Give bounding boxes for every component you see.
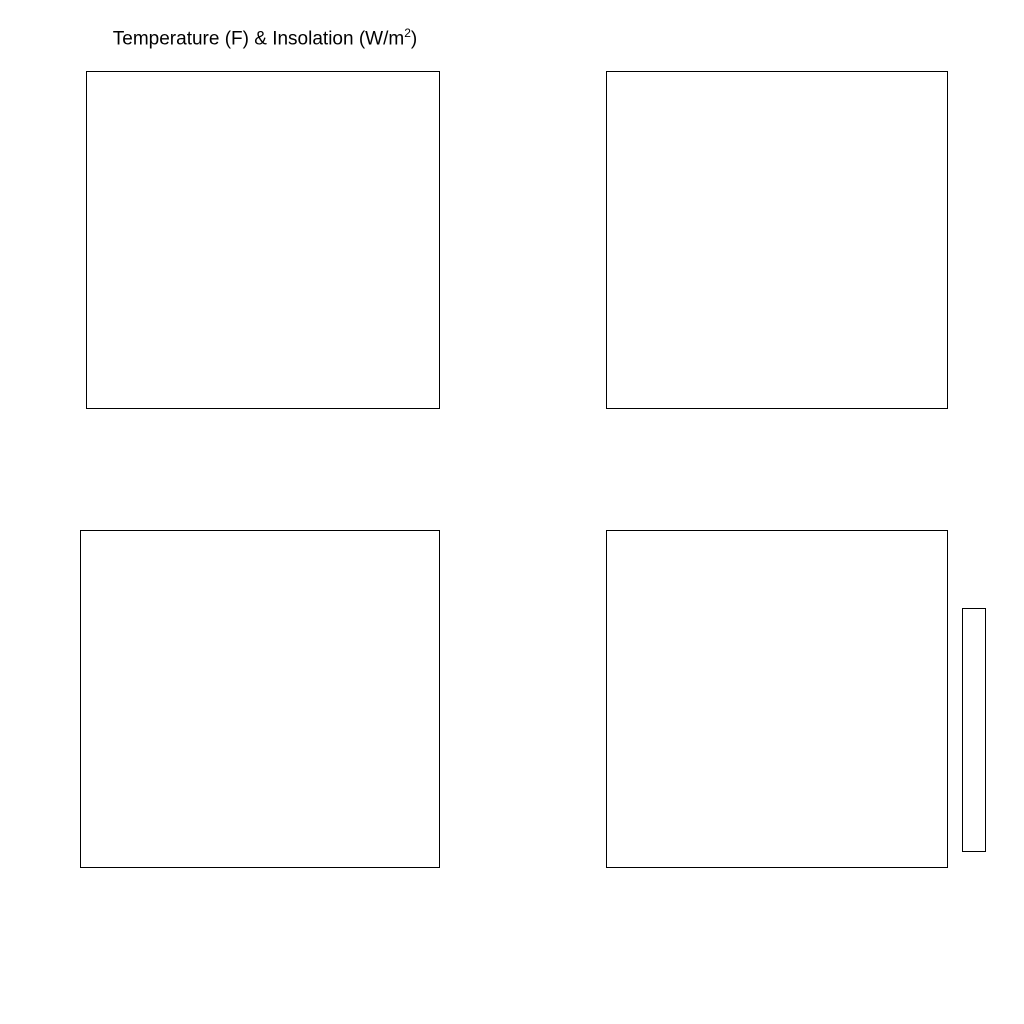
wind-direction-plot-area <box>606 530 948 868</box>
winds-plot-area <box>606 71 948 409</box>
humidity-plot-area <box>80 530 440 868</box>
temperature-title: Temperature (F) & Insolation $(W/m^2)$ <box>112 26 418 50</box>
speed-colorbar <box>962 608 986 852</box>
temperature-plot-area <box>86 71 440 409</box>
